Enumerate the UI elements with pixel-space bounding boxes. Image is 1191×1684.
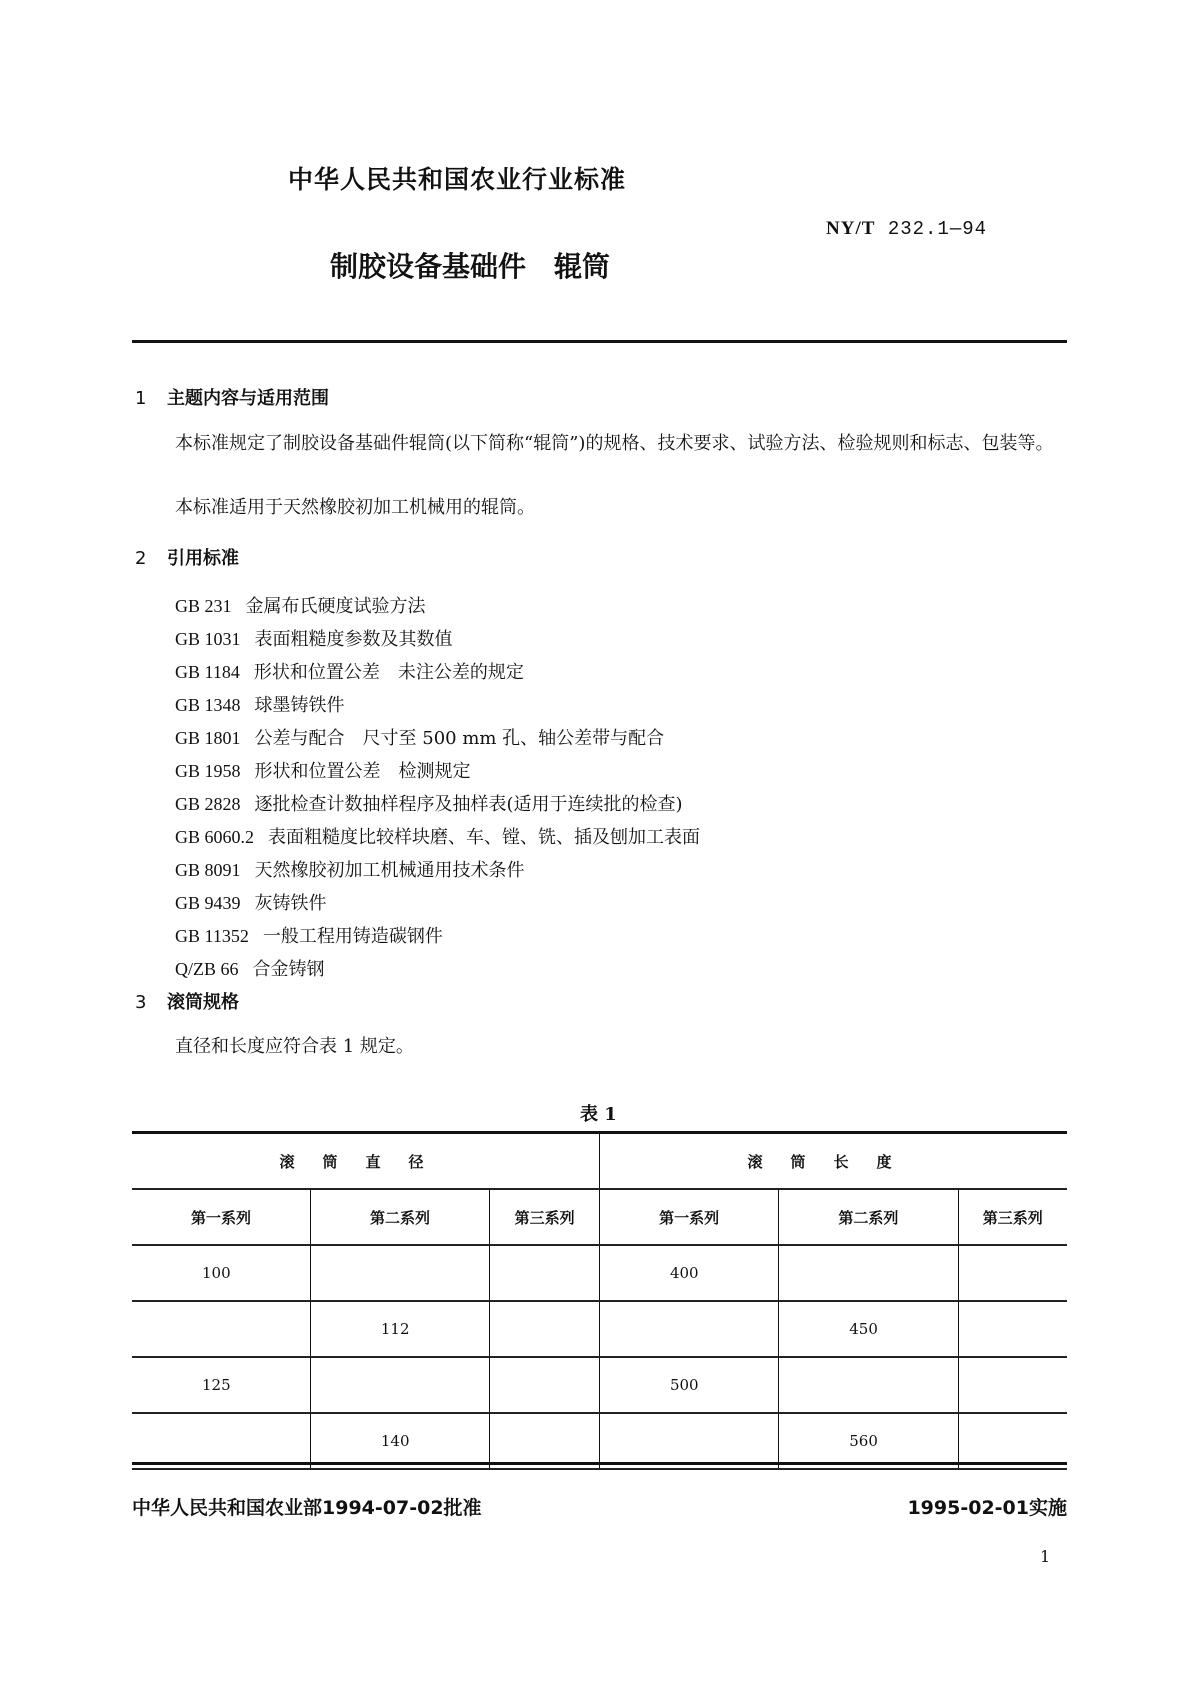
column-header: 第一系列 <box>132 1189 310 1245</box>
section-title: 引用标准 <box>167 548 239 569</box>
table-row <box>132 1413 1067 1469</box>
table-row <box>132 1245 1067 1301</box>
table-cell <box>599 1413 778 1469</box>
column-header: 第二系列 <box>779 1189 958 1245</box>
standard-code <box>826 218 987 240</box>
reference-item: GB 1801 公差与配合 尺寸至 500 mm 孔、轴公差带与配合 <box>175 728 665 749</box>
reference-item: GB 11352 一般工程用铸造碳钢件 <box>175 926 443 947</box>
issuing-organization: 中华人民共和国农业行业标准 <box>288 165 627 194</box>
column-header: 第三系列 <box>958 1189 1067 1245</box>
table-cell: 400 <box>599 1245 778 1301</box>
table-cell <box>310 1357 489 1413</box>
reference-item: GB 1958 形状和位置公差 检测规定 <box>175 761 471 782</box>
table-cell <box>490 1301 600 1357</box>
reference-item: Q/ZB 66 合金铸钢 <box>175 959 325 980</box>
group-header-diameter: 滚筒直径 <box>132 1133 599 1190</box>
reference-item: GB 2828 逐批检查计数抽样程序及抽样表(适用于连续批的检查) <box>175 794 683 815</box>
table-cell: 500 <box>599 1357 778 1413</box>
table-cell: 450 <box>779 1301 958 1357</box>
table-column-header-row <box>132 1189 1067 1245</box>
table-cell <box>779 1245 958 1301</box>
table-cell: 112 <box>310 1301 489 1357</box>
standard-code-prefix: NY/T <box>826 218 876 239</box>
table-group-header-row <box>132 1133 1067 1190</box>
standard-code-number: 232.1—94 <box>887 218 988 240</box>
section-3-heading <box>135 988 239 1014</box>
table-cell <box>958 1413 1067 1469</box>
document-title: 制胶设备基础件 辊筒 <box>330 250 611 283</box>
column-header: 第三系列 <box>490 1189 600 1245</box>
group-header-length: 滚筒长度 <box>599 1133 1067 1190</box>
section-number: 2 <box>135 548 147 569</box>
table-cell <box>310 1245 489 1301</box>
section-1-heading <box>135 384 329 410</box>
column-header: 第二系列 <box>310 1189 489 1245</box>
reference-item: GB 6060.2 表面粗糙度比较样块磨、车、镗、铣、插及刨加工表面 <box>175 827 701 848</box>
table-cell: 100 <box>132 1245 310 1301</box>
table-cell <box>599 1301 778 1357</box>
section-title: 主题内容与适用范围 <box>167 388 329 409</box>
table-cell: 560 <box>779 1413 958 1469</box>
header-divider <box>132 340 1067 343</box>
roller-spec-table <box>132 1131 1067 1470</box>
table-caption: 表 1 <box>580 1104 617 1125</box>
effective-date: 1995-02-01实施 <box>907 1497 1067 1519</box>
reference-item: GB 8091 天然橡胶初加工机械通用技术条件 <box>175 860 525 881</box>
table-cell <box>132 1413 310 1469</box>
table-row <box>132 1301 1067 1357</box>
table-cell: 140 <box>310 1413 489 1469</box>
table-cell: 125 <box>132 1357 310 1413</box>
table-cell <box>958 1245 1067 1301</box>
reference-item: GB 1348 球墨铸铁件 <box>175 695 345 716</box>
section-1-paragraph-1: 本标准规定了制胶设备基础件辊筒(以下简称“辊筒”)的规格、技术要求、试验方法、检验规则和标志、包装等。 <box>175 433 1054 454</box>
table-cell <box>490 1357 600 1413</box>
reference-item: GB 1031 表面粗糙度参数及其数值 <box>175 629 453 650</box>
section-number: 3 <box>135 992 147 1013</box>
section-number: 1 <box>135 388 147 409</box>
table-row <box>132 1357 1067 1413</box>
page-number: 1 <box>1040 1547 1051 1566</box>
footer-divider <box>132 1462 1067 1465</box>
section-3-paragraph: 直径和长度应符合表 1 规定。 <box>175 1036 414 1057</box>
column-header: 第一系列 <box>599 1189 778 1245</box>
section-2-heading <box>135 544 239 570</box>
section-title: 滚筒规格 <box>167 992 239 1013</box>
table-cell <box>958 1357 1067 1413</box>
reference-item: GB 1184 形状和位置公差 未注公差的规定 <box>175 662 524 683</box>
table-cell <box>779 1357 958 1413</box>
approval-statement: 中华人民共和国农业部1994-07-02批准 <box>132 1497 482 1519</box>
table-cell <box>490 1413 600 1469</box>
section-1-paragraph-2: 本标准适用于天然橡胶初加工机械用的辊筒。 <box>175 497 535 518</box>
table-cell <box>132 1301 310 1357</box>
reference-item: GB 9439 灰铸铁件 <box>175 893 327 914</box>
table-cell <box>958 1301 1067 1357</box>
reference-list <box>175 590 700 986</box>
reference-item: GB 231 金属布氏硬度试验方法 <box>175 596 426 617</box>
table-cell <box>490 1245 600 1301</box>
